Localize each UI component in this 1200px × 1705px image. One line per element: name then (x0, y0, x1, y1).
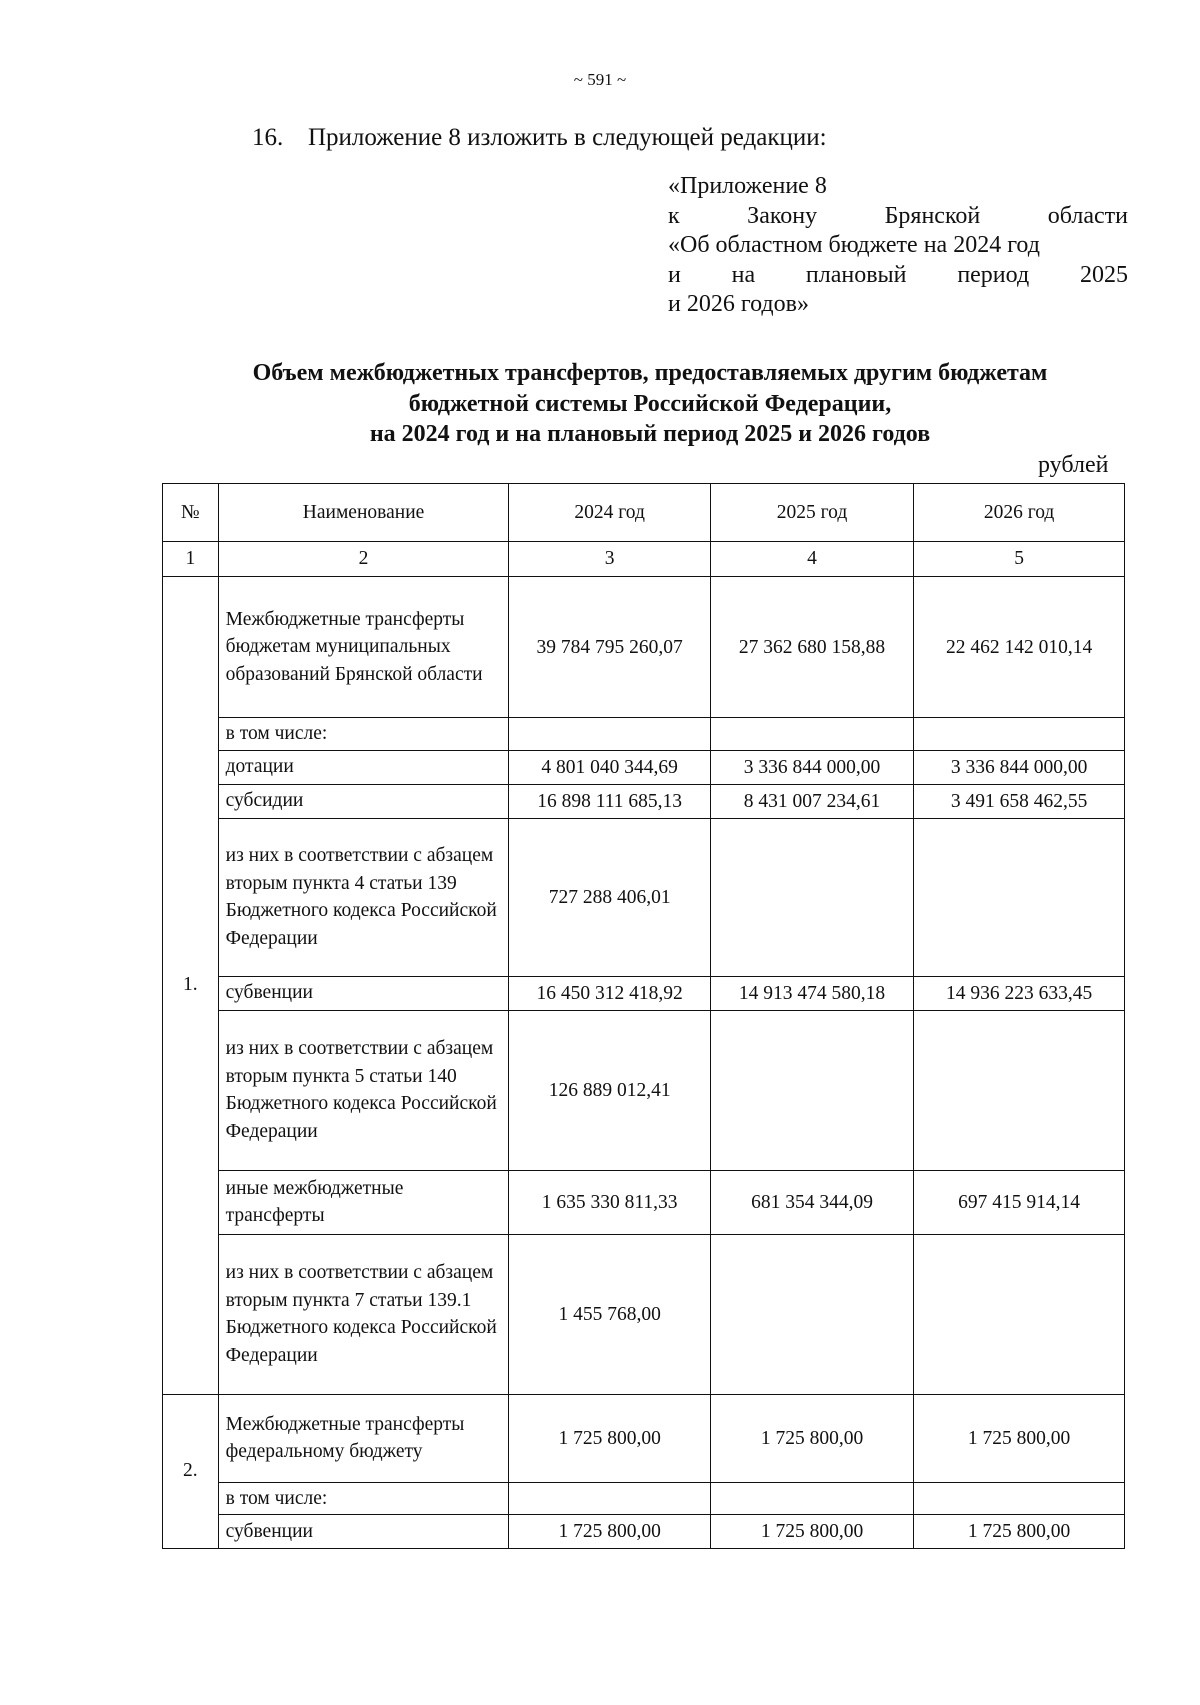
header-2026: 2026 год (914, 484, 1125, 542)
table-header-row (163, 484, 1125, 542)
appendix-line-4 (668, 261, 1128, 291)
column-number: 2 (218, 542, 509, 577)
header-name: Наименование (218, 484, 509, 542)
units-label: рублей (1038, 452, 1109, 478)
value-2025: 681 354 344,09 (710, 1170, 913, 1234)
row-name: в том числе: (218, 718, 509, 751)
value-2026 (914, 818, 1125, 976)
value-2024: 1 725 800,00 (509, 1394, 710, 1482)
value-2025 (710, 818, 913, 976)
appendix-reference (668, 172, 1128, 320)
table-row (163, 1394, 1125, 1482)
header-2024: 2024 год (509, 484, 710, 542)
appendix-word: 2025 (1079, 261, 1128, 288)
value-2026 (914, 718, 1125, 751)
appendix-line-1: «Приложение 8 (668, 173, 827, 199)
value-2026: 1 725 800,00 (914, 1515, 1125, 1549)
row-name: из них в соответствии с абзацем вторым пункта 7 статьи 139.1 Бюджетного кодекса Российской Федерации (218, 1234, 509, 1394)
value-2024: 16 898 111 685,13 (509, 784, 710, 818)
column-number: 1 (163, 542, 219, 577)
value-2025 (710, 1482, 913, 1515)
value-2024 (509, 718, 710, 751)
table-row (163, 1515, 1125, 1549)
value-2026 (914, 1482, 1125, 1515)
value-2025 (710, 1010, 913, 1170)
appendix-word: к (668, 202, 680, 229)
row-name: из них в соответствии с абзацем вторым пункта 4 статьи 139 Бюджетного кодекса Российской Федерации (218, 818, 509, 976)
value-2026: 22 462 142 010,14 (914, 577, 1125, 718)
row-name: Межбюджетные трансферты федеральному бюджету (218, 1394, 509, 1482)
value-2024: 1 635 330 811,33 (509, 1170, 710, 1234)
value-2025: 27 362 680 158,88 (710, 577, 913, 718)
column-number: 4 (710, 542, 913, 577)
table-row (163, 1482, 1125, 1515)
value-2026: 1 725 800,00 (914, 1394, 1125, 1482)
value-2024: 1 725 800,00 (509, 1515, 710, 1549)
header-number: № (163, 484, 219, 542)
value-2026 (914, 1234, 1125, 1394)
value-2024: 16 450 312 418,92 (509, 976, 710, 1010)
row-name: субвенции (218, 1515, 509, 1549)
appendix-word: Брянской (884, 202, 981, 229)
title-line-2: бюджетной системы Российской Федерации, (408, 390, 892, 417)
amendment-intro (252, 124, 827, 152)
value-2024: 4 801 040 344,69 (509, 750, 710, 784)
section-number: 2. (163, 1394, 219, 1549)
appendix-word: и (668, 261, 681, 288)
value-2025: 1 725 800,00 (710, 1515, 913, 1549)
value-2025: 3 336 844 000,00 (710, 750, 913, 784)
amendment-text: Приложение 8 изложить в следующей редакции: (308, 124, 827, 151)
value-2026 (914, 1010, 1125, 1170)
table-row (163, 718, 1125, 751)
column-number: 3 (509, 542, 710, 577)
table-row (163, 1170, 1125, 1234)
value-2024: 727 288 406,01 (509, 818, 710, 976)
table-row (163, 976, 1125, 1010)
row-name: в том числе: (218, 1482, 509, 1515)
table-row (163, 1234, 1125, 1394)
appendix-word: Закону (747, 202, 818, 229)
page-number: ~ 591 ~ (573, 70, 627, 89)
table-row (163, 1010, 1125, 1170)
appendix-line-5: и 2026 годов» (668, 291, 809, 317)
value-2025: 1 725 800,00 (710, 1394, 913, 1482)
section-number: 1. (163, 577, 219, 1395)
row-name: Межбюджетные трансферты бюджетам муниципальных образований Брянской области (218, 577, 509, 718)
value-2024: 39 784 795 260,07 (509, 577, 710, 718)
table-row (163, 784, 1125, 818)
column-number: 5 (914, 542, 1125, 577)
value-2025: 14 913 474 580,18 (710, 976, 913, 1010)
table-row (163, 750, 1125, 784)
appendix-word: на (731, 261, 756, 288)
appendix-word: период (957, 261, 1030, 288)
document-title (150, 358, 1150, 450)
value-2024 (509, 1482, 710, 1515)
title-line-3: на 2024 год и на плановый период 2025 и 2026 годов (369, 421, 931, 447)
amendment-number: 16. (252, 124, 284, 151)
value-2025: 8 431 007 234,61 (710, 784, 913, 818)
column-number-row (163, 542, 1125, 577)
row-name: субвенции (218, 976, 509, 1010)
value-2024: 126 889 012,41 (509, 1010, 710, 1170)
value-2025 (710, 718, 913, 751)
value-2025 (710, 1234, 913, 1394)
title-line-1: Объем межбюджетных трансфертов, предоставляемых другим бюджетам (252, 360, 1048, 386)
row-name: субсидии (218, 784, 509, 818)
row-name: дотации (218, 750, 509, 784)
appendix-word: плановый (805, 261, 907, 288)
row-name: иные межбюджетные трансферты (218, 1170, 509, 1234)
value-2026: 3 336 844 000,00 (914, 750, 1125, 784)
value-2024: 1 455 768,00 (509, 1234, 710, 1394)
transfers-table (162, 483, 1125, 1549)
appendix-word: области (1047, 202, 1128, 229)
value-2026: 697 415 914,14 (914, 1170, 1125, 1234)
value-2026: 14 936 223 633,45 (914, 976, 1125, 1010)
table-row (163, 818, 1125, 976)
row-name: из них в соответствии с абзацем вторым пункта 5 статьи 140 Бюджетного кодекса Российской Федерации (218, 1010, 509, 1170)
table-row (163, 577, 1125, 718)
header-2025: 2025 год (710, 484, 913, 542)
value-2026: 3 491 658 462,55 (914, 784, 1125, 818)
appendix-line-2 (668, 202, 1128, 232)
appendix-line-3: «Об областном бюджете на 2024 год (668, 232, 1040, 258)
